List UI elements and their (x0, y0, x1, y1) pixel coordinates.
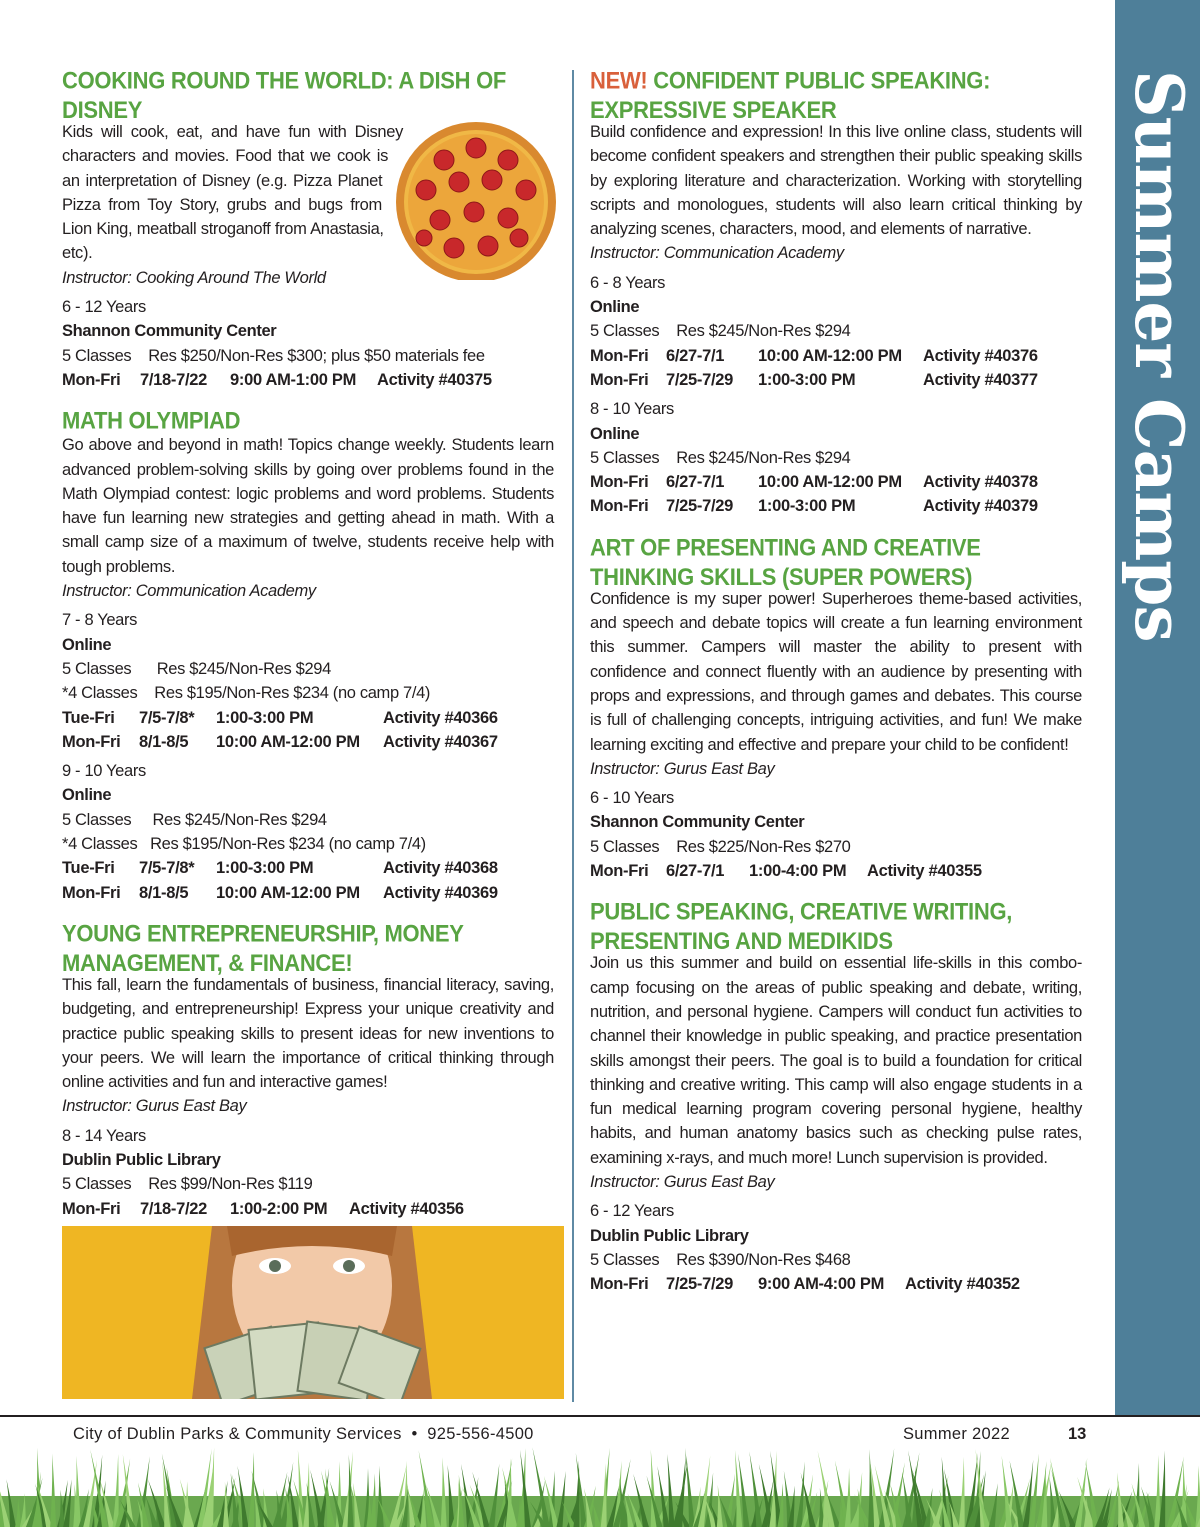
activity-number: Activity #40377 (923, 370, 1038, 389)
camp-title: YOUNG ENTREPRENEURSHIP, MONEY MANAGEMENT, & FINANCE! (62, 919, 464, 977)
dates: 6/27-7/1 (666, 346, 725, 365)
location: Dublin Public Library (590, 1226, 749, 1245)
activity-number: Activity #40369 (383, 883, 498, 902)
camp-title: PUBLIC SPEAKING, CREATIVE WRITING, PRESENTING AND MEDIKIDS (590, 898, 1013, 955)
time: 1:00-3:00 PM (758, 497, 856, 516)
age-range: 6 - 12 Years (62, 298, 146, 317)
dates: 7/5-7/8* (139, 708, 195, 727)
grass-blade (50, 1453, 56, 1527)
new-badge: NEW! (590, 67, 648, 95)
time: 10:00 AM-12:00 PM (216, 883, 360, 902)
activity-number: Activity #40355 (867, 862, 982, 881)
camp-cooking (62, 66, 554, 392)
activity-number: Activity #40376 (923, 346, 1038, 365)
camp-description: Build confidence and expression! In this live online class, students will become confident speakers and strengthen their public speaking skills by exploring literature and characterization. Working with storytelling scripts and monologues, students will also learn critical thinking by analyzing scenes, characters, mood, and elements of narrative. (590, 123, 1082, 239)
days: Mon-Fri (590, 473, 649, 492)
grass-blade (441, 1457, 447, 1527)
activity-number: Activity #40368 (383, 859, 498, 878)
grass-blade (75, 1456, 81, 1527)
days: Mon-Fri (590, 346, 649, 365)
schedule-row (62, 856, 554, 880)
fees: 5 Classes Res $245/Non-Res $294 (62, 659, 331, 678)
organization-name: City of Dublin Parks & Community Services (73, 1425, 402, 1443)
time: 1:00-3:00 PM (216, 708, 314, 727)
days: Mon-Fri (590, 1275, 649, 1294)
camp-instructor: Instructor: Communication Academy (62, 582, 316, 601)
location: Dublin Public Library (62, 1150, 221, 1169)
location: Shannon Community Center (62, 322, 277, 341)
camp-confident-public-speaking (590, 66, 1082, 519)
schedule-row (590, 494, 1082, 518)
location: Online (590, 424, 640, 443)
camp-public-speaking-medikids (590, 897, 1082, 1296)
schedule-row (62, 730, 554, 754)
camp-instructor: Instructor: Gurus East Bay (62, 1097, 247, 1116)
grass-blade (36, 1448, 42, 1527)
grass-decoration (0, 1446, 1200, 1527)
footer-season: Summer 2022 (903, 1425, 1010, 1443)
time: 1:00-2:00 PM (230, 1199, 328, 1218)
dates: 7/25-7/29 (666, 370, 734, 389)
camp-young-entrepreneurship (62, 919, 554, 1221)
schedule-row (590, 859, 1082, 883)
dates: 6/27-7/1 (666, 473, 725, 492)
camp-title-text: CONFIDENT PUBLIC SPEAKING: EXPRESSIVE SPEAKER (590, 67, 991, 124)
schedule-row (62, 1197, 554, 1221)
camp-math-olympiad (62, 406, 554, 905)
footer-organization-line (73, 1425, 534, 1444)
time: 10:00 AM-12:00 PM (758, 346, 902, 365)
camp-title: ART OF PRESENTING AND CREATIVE THINKING SKILLS (SUPER POWERS) (590, 533, 981, 590)
time: 10:00 AM-12:00 PM (216, 732, 360, 751)
activity-number: Activity #40375 (377, 370, 492, 389)
dates: 6/27-7/1 (666, 862, 725, 881)
days: Tue-Fri (62, 859, 115, 878)
activity-number: Activity #40356 (349, 1199, 464, 1218)
camp-instructor: Instructor: Communication Academy (590, 244, 844, 263)
dates: 7/5-7/8* (139, 859, 195, 878)
fees: *4 Classes Res $195/Non-Res $234 (no camp 7/4) (62, 835, 426, 854)
camp-description: Kids will cook, eat, and have fun with Disney characters and movies. Food that we cook is an interpretation of Disney (e.g. Pizza Planet Pizza from Toy Story, grubs and bugs from Lion King, meatball stroganoff from Anastasia, etc). (62, 123, 403, 263)
separator-dot: • (411, 1425, 418, 1443)
schedule-row (62, 881, 554, 905)
activity-number: Activity #40379 (923, 497, 1038, 516)
days: Mon-Fri (590, 370, 649, 389)
time: 9:00 AM-1:00 PM (230, 370, 357, 389)
days: Mon-Fri (62, 883, 121, 902)
age-range: 9 - 10 Years (62, 762, 146, 781)
activity-number: Activity #40352 (905, 1275, 1020, 1294)
pizza-image (384, 120, 564, 280)
camp-description: Confidence is my super power! Superheroes theme-based activities, and speech and debate topics will create a fun learning environment this summer. Campers will master the ability to present with confidence and connect fluently with an audience by presenting with props and expressions, and through games and debates. This course is full of challenging concepts, intriguing activities, and fun! We make learning exciting and effective and prepare your child to be confident! (590, 589, 1082, 754)
left-column (62, 66, 554, 1235)
activity-number: Activity #40366 (383, 708, 498, 727)
dates: 7/18-7/22 (140, 370, 208, 389)
page-number: 13 (1068, 1425, 1087, 1443)
dates: 7/18-7/22 (140, 1199, 208, 1218)
fees: 5 Classes Res $99/Non-Res $119 (62, 1175, 313, 1194)
dates: 7/25-7/29 (666, 497, 734, 516)
camp-instructor: Instructor: Gurus East Bay (590, 1172, 775, 1191)
camp-instructor: Instructor: Gurus East Bay (590, 759, 775, 778)
time: 10:00 AM-12:00 PM (758, 473, 902, 492)
days: Mon-Fri (62, 732, 121, 751)
activity-number: Activity #40378 (923, 473, 1038, 492)
footer-rule (0, 1415, 1200, 1417)
days: Mon-Fri (62, 1199, 121, 1218)
column-divider (572, 70, 574, 1402)
fees: 5 Classes Res $225/Non-Res $270 (590, 837, 851, 856)
schedule-row (590, 368, 1082, 392)
schedule-row (62, 706, 554, 730)
fees: *4 Classes Res $195/Non-Res $234 (no camp 7/4) (62, 684, 431, 703)
age-range: 8 - 14 Years (62, 1126, 146, 1145)
phone-number: 925-556-4500 (427, 1425, 534, 1443)
fees: 5 Classes Res $390/Non-Res $468 (590, 1250, 851, 1269)
right-column (590, 66, 1082, 1310)
activity-number: Activity #40367 (383, 732, 498, 751)
dates: 8/1-8/5 (139, 732, 189, 751)
sidebar-label: Summer Camps (1120, 70, 1198, 642)
dates: 8/1-8/5 (139, 883, 189, 902)
days: Tue-Fri (62, 708, 115, 727)
fees: 5 Classes Res $245/Non-Res $294 (590, 322, 851, 341)
camp-description: Join us this summer and build on essential life-skills in this combo-camp focusing on the areas of public speaking and debate, writing, nutrition, and personal hygiene. Campers will conduct fun activities to channel their knowledge in public speaking, and practice presentation skills amongst their peers. The goal is to build a foundation for critical thinking and creative writing. This camp will also engage students in a fun medical learning program covering personal hygiene, healthy habits, and human anatomy basics such as checking pulse rates, examining x-rays, and much more! Lunch supervision is provided. (590, 954, 1082, 1167)
age-range: 6 - 12 Years (590, 1202, 674, 1221)
time: 1:00-4:00 PM (749, 862, 847, 881)
camp-description: This fall, learn the fundamentals of business, financial literacy, saving, budgeting, and entrepreneurship! Express your unique creativity and practice public speaking skills to present ideas for new inventions to your peers. We will learn the importance of critical thinking through online activities and fun and interactive games! (62, 975, 554, 1092)
location: Online (62, 635, 112, 654)
camp-title: COOKING ROUND THE WORLD: A DISH OF DISNEY (62, 67, 507, 124)
camp-title (590, 66, 1082, 124)
camp-title: MATH OLYMPIAD (62, 407, 241, 435)
camp-description: Go above and beyond in math! Topics change weekly. Students learn advanced problem-solving skills by going over problems found in the Math Olympiad contest: logic problems and word problems. Students have fun learning new strategies and getting ahead in math. With a small camp size of a maximum of twelve, students receive help with tough problems. (62, 436, 554, 576)
age-range: 8 - 10 Years (590, 400, 674, 419)
schedule-row (590, 1272, 1082, 1296)
days: Mon-Fri (590, 497, 649, 516)
money-photo (62, 1226, 564, 1399)
location: Online (590, 298, 640, 317)
time: 1:00-3:00 PM (758, 370, 856, 389)
location: Online (62, 786, 112, 805)
schedule-row (590, 470, 1082, 494)
dates: 7/25-7/29 (666, 1275, 734, 1294)
time: 9:00 AM-4:00 PM (758, 1275, 885, 1294)
fees: 5 Classes Res $245/Non-Res $294 (62, 810, 327, 829)
schedule-row (62, 368, 554, 392)
schedule-row (590, 344, 1082, 368)
camp-instructor: Instructor: Cooking Around The World (62, 268, 326, 287)
location: Shannon Community Center (590, 813, 805, 832)
days: Mon-Fri (590, 862, 649, 881)
age-range: 7 - 8 Years (62, 611, 138, 630)
age-range: 6 - 10 Years (590, 789, 674, 808)
fees: 5 Classes Res $250/Non-Res $300; plus $50 materials fee (62, 346, 485, 365)
age-range: 6 - 8 Years (590, 273, 666, 292)
days: Mon-Fri (62, 370, 121, 389)
fees: 5 Classes Res $245/Non-Res $294 (590, 448, 851, 467)
camp-art-of-presenting (590, 533, 1082, 884)
time: 1:00-3:00 PM (216, 859, 314, 878)
